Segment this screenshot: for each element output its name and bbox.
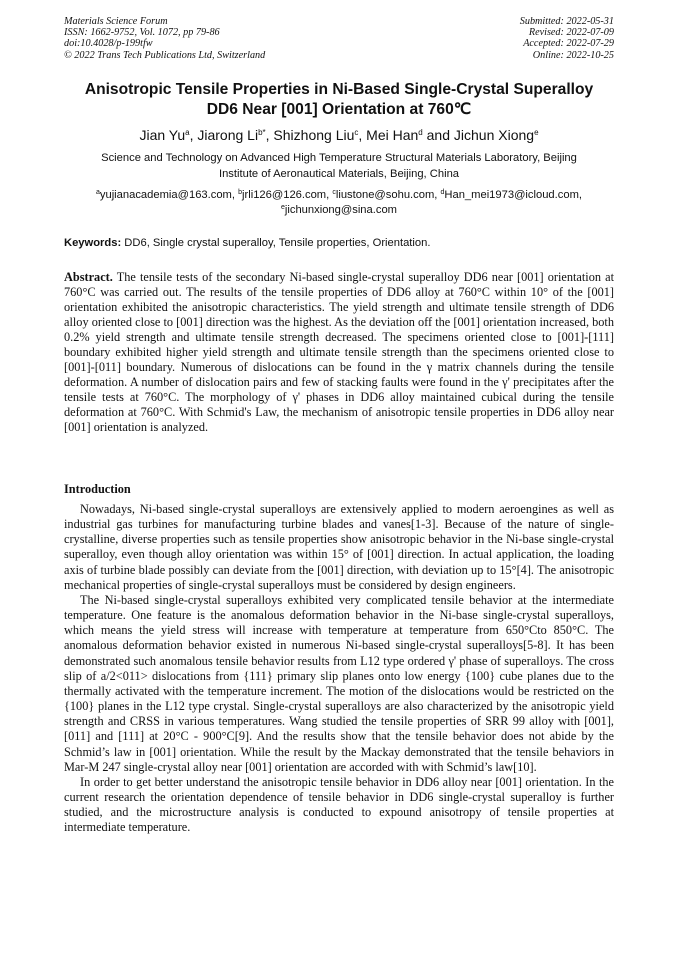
email-address[interactable]: jichunxiong@sina.com: [284, 203, 397, 216]
author-list: [40, 126, 638, 144]
doi-line[interactable]: doi:10.4028/p-199tfw: [64, 38, 153, 50]
keywords-text: DD6, Single crystal superalloy, Tensile properties, Orientation.: [121, 237, 431, 249]
email-separator: ,: [434, 189, 441, 201]
author-affil-mark: e: [534, 128, 539, 137]
email-entry: [441, 189, 583, 201]
accepted-date: Accepted: 2022-07-29: [523, 38, 614, 50]
author-affil-mark: d: [418, 128, 423, 137]
email-address[interactable]: Han_mei1973@icloud.com: [444, 189, 579, 201]
paper-title: [40, 80, 638, 119]
email-entry: [332, 189, 440, 201]
online-date: Online: 2022-10-25: [532, 49, 614, 61]
email-mark: b: [238, 189, 243, 196]
paragraph: The Ni-based single-crystal superalloys exhibited very complicated tensile behavior at the intermediate temperature. One feature is the anomalous deformation behavior in the Ni-base single-crystal superalloys, which means the yield stress will increase with temperature at temperature from 650°Cto 850°C. The anomalous deformation behavior existed in numerous Ni-based single-crystal superalloys[5-8]. It has been demonstrated such anomalous tensile behavior results from L12 type ordered γ' phase of superalloys. The cross slip of a/2<011> dislocations from {111} primary slip planes onto low energy {100} cube planes due to the thermally activated with the temperature increment. The motion of the dislocations would be restricted on the {100} planes in the L12 type crystal. Single-crystal superalloys are also characterized by the anisotropic yield strength and CRSS in various temperatures. Wang studied the tensile properties of SRR 99 alloy with [001], [011] and [111] at 20°C - 900°C[9]. And the results show that the tensile behavior does not abide by the Schmid’s law in [001] orientation. While the result by the Mackay demonstrated that the tensile behaviors in Mar-M 247 single-crystal alloy near [001] orientation are accorded with with Schmid’s law[10].: [64, 592, 614, 774]
section-heading-introduction: Introduction: [64, 482, 131, 496]
author-name: Mei Han: [366, 127, 419, 143]
abstract: [64, 270, 614, 435]
email-mark: d: [440, 189, 445, 196]
submitted-date: Submitted: 2022-05-31: [519, 16, 614, 27]
keywords-label: Keywords:: [64, 237, 122, 249]
abstract-label: Abstract.: [64, 270, 113, 284]
email-address[interactable]: liustone@sohu.com: [335, 189, 435, 201]
author-name: Jiarong Li: [197, 127, 259, 143]
title-line-2: DD6 Near [001] Orientation at 760℃: [206, 100, 472, 118]
author-name: Shizhong Liu: [273, 127, 355, 143]
author-name: Jichun Xiong: [453, 127, 535, 143]
author: [454, 127, 539, 143]
author-affil-mark: a: [185, 128, 190, 137]
introduction-body: [64, 502, 614, 835]
email-entry: [238, 189, 332, 201]
email-mark: c: [332, 189, 336, 196]
journal-name: Materials Science Forum: [64, 16, 168, 27]
keywords: [64, 236, 614, 250]
issn-line: ISSN: 1662-9752, Vol. 1072, pp 79-86: [64, 27, 220, 39]
affiliation-line-1: Science and Technology on Advanced High Temperature Structural Materials Laboratory, Beijing: [101, 152, 577, 164]
email-separator: ,: [326, 189, 333, 201]
author-affil-mark: b*: [258, 128, 266, 137]
email-address[interactable]: jrli126@126.com: [242, 189, 327, 201]
email-separator: ,: [578, 189, 583, 201]
author-name: Jian Yu: [139, 127, 186, 143]
email-list: [60, 188, 618, 217]
email-mark: a: [95, 189, 100, 196]
paragraph: Nowadays, Ni-based single-crystal superalloys are extensively applied to modern aeroengines as well as industrial gas turbines for manufacturing turbine blades and vanes[1-3]. Because of the nature of single-crystalline, diverse properties such as tensile properties show anisotropic behavior in the Ni-base single-crystal superalloy, even though alloy orientation was within 15° of [001] direction. In actual application, the loading axis of turbine blade possibly can deviate from the [001] direction, with deviation up to 15°[4]. The anisotropic mechanical properties of single-crystal superalloys must be considered by design engineers.: [64, 502, 614, 592]
author-separator: ,: [265, 127, 274, 143]
author-separator: and: [422, 127, 454, 143]
author: [197, 127, 273, 143]
email-entry: [96, 189, 238, 201]
email-address[interactable]: yujianacademia@163.com: [99, 189, 232, 201]
affiliation-line-2: Institute of Aeronautical Materials, Beijing, China: [218, 167, 460, 180]
email-separator: ,: [231, 189, 239, 201]
author: [139, 127, 197, 143]
author: [366, 127, 454, 143]
journal-info: [64, 16, 265, 61]
affiliation: [60, 151, 618, 182]
revised-date: Revised: 2022-07-09: [528, 27, 614, 39]
author-separator: ,: [189, 127, 198, 143]
copyright-line: © 2022 Trans Tech Publications Ltd, Switzerland: [64, 49, 266, 61]
paragraph: In order to get better understand the anisotropic tensile behavior in DD6 alloy near [001] orientation. In the current research the orientation dependence of tensile behavior in DD6 single-crystal superalloy is further studied, and the microstructure analysis is conducted to expound anisotropy of tensile properties at intermediate temperature.: [64, 774, 614, 835]
email-entry: [281, 204, 397, 216]
author: [273, 127, 366, 143]
title-line-1: Anisotropic Tensile Properties in Ni-Based Single-Crystal Superalloy: [84, 81, 594, 98]
author-affil-mark: c: [354, 128, 359, 137]
author-separator: ,: [358, 127, 367, 143]
abstract-text: The tensile tests of the secondary Ni-based single-crystal superalloy DD6 near [001] orientation at 760°C was carried out. The results of the tensile properties of DD6 alloy at 760°C within 10° of the [001] orientation exhibited the anisotropic characteristics. The yield strength and ultimate tensile strength of DD6 alloy oriented close to [001] direction was the highest. As the deviation off the [001] orientation increased, both 0.2% yield strength and ultimate tensile strength decreased. The specimens oriented close to [001]-[111] boundary exhibited higher yield strength and ultimate tensile strength than the specimens oriented close to [001]-[011] boundary. Numerous of dislocations can be found in the γ matrix channels during the tensile deformation. A number of dislocation pairs and few of stacking faults were found in the γ' precipitates after the tensile tests at 760°C. The morphology of γ' phases in DD6 alloy maintained cubical during the tensile deformation at 760°C. With Schmid's Law, the mechanism of anisotropic tensile properties in DD6 alloy near [001] orientation is analyzed.: [64, 270, 614, 434]
email-mark: e: [280, 203, 285, 211]
publication-dates: [520, 16, 614, 61]
